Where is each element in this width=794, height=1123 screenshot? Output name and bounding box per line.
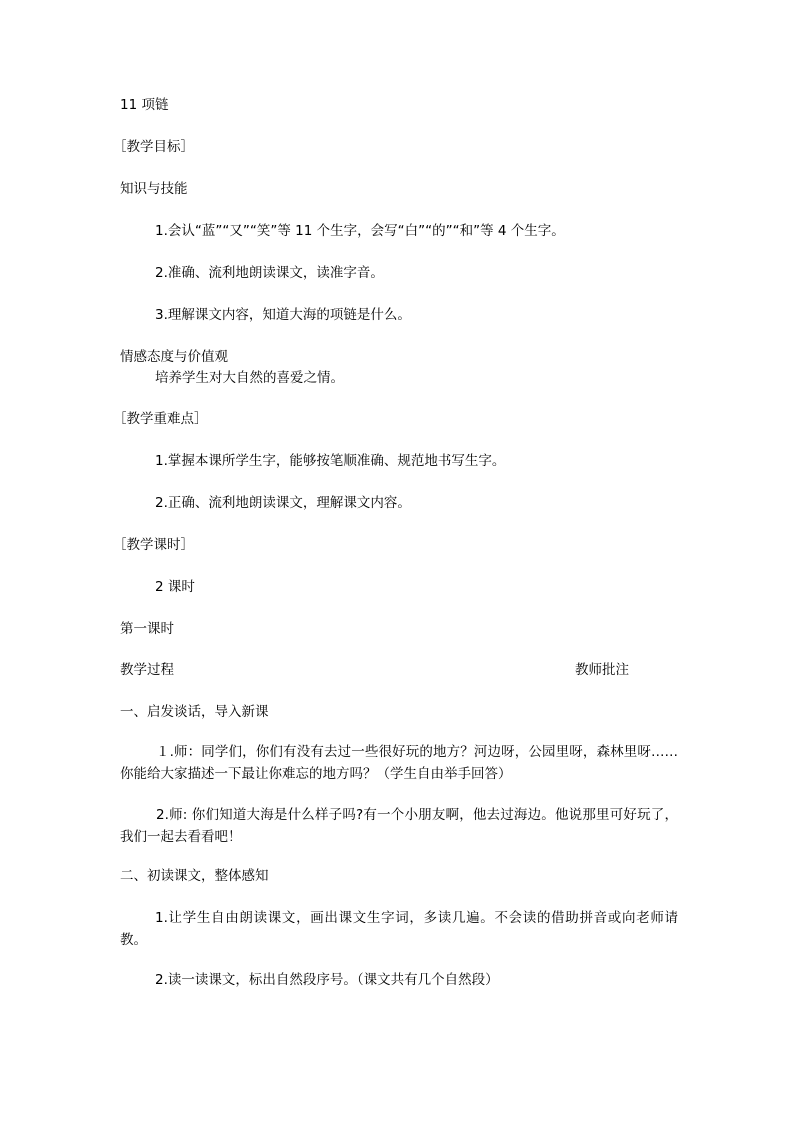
section-1-heading: 一、启发谈话，导入新课 <box>120 704 269 720</box>
section-2-heading: 二、初读课文，整体感知 <box>120 868 269 884</box>
section-2-item-1: 1.让学生自由朗读课文，画出课文生字词，多读几遍。不会读的借助拼音或向老师请教。 <box>120 910 678 948</box>
goal-item-3: 3.理解课文内容，知道大海的项链是什么。 <box>155 307 411 323</box>
knowledge-skills-subheading: 知识与技能 <box>120 181 188 197</box>
section-1-item-1: １.师：同学们，你们有没有去过一些很好玩的地方？河边呀，公园里呀，森林里呀……你能给大家描述一下最让你难忘的地方吗？（学生自由举手回答） <box>120 744 678 782</box>
class-hours-value: 2 课时 <box>155 579 195 595</box>
emotion-values-subheading: 情感态度与价值观 <box>120 349 228 365</box>
class-hours-heading: ［教学课时］ <box>113 537 194 553</box>
key-point-item-2: 2.正确、流利地朗读课文，理解课文内容。 <box>155 495 411 511</box>
goal-item-2: 2.准确、流利地朗读课文，读准字音。 <box>155 265 384 281</box>
key-points-heading: ［教学重难点］ <box>113 411 208 427</box>
teacher-notes-label: 教师批注 <box>575 662 629 678</box>
goal-item-1: 1.会认“蓝”“又”“笑”等 11 个生字，会写“白”“的”“和”等 4 个生字。 <box>155 223 565 239</box>
lesson-title: 11 项链 <box>120 97 169 113</box>
section-2-item-2: 2.读一读课文，标出自然段序号。（课文共有几个自然段） <box>155 972 499 988</box>
teaching-goals-heading: ［教学目标］ <box>113 139 194 155</box>
teaching-process-label: 教学过程 <box>120 662 174 678</box>
key-point-item-1: 1.掌握本课所学生字，能够按笔顺准确、规范地书写生字。 <box>155 453 506 469</box>
emotion-goal: 培养学生对大自然的喜爱之情。 <box>155 370 344 386</box>
section-1-item-2: 2.师: 你们知道大海是什么样子吗?有一个小朋友啊，他去过海边。他说那里可好玩了，我们一起去看看吧！ <box>120 807 678 845</box>
lesson-one-heading: 第一课时 <box>120 621 174 637</box>
